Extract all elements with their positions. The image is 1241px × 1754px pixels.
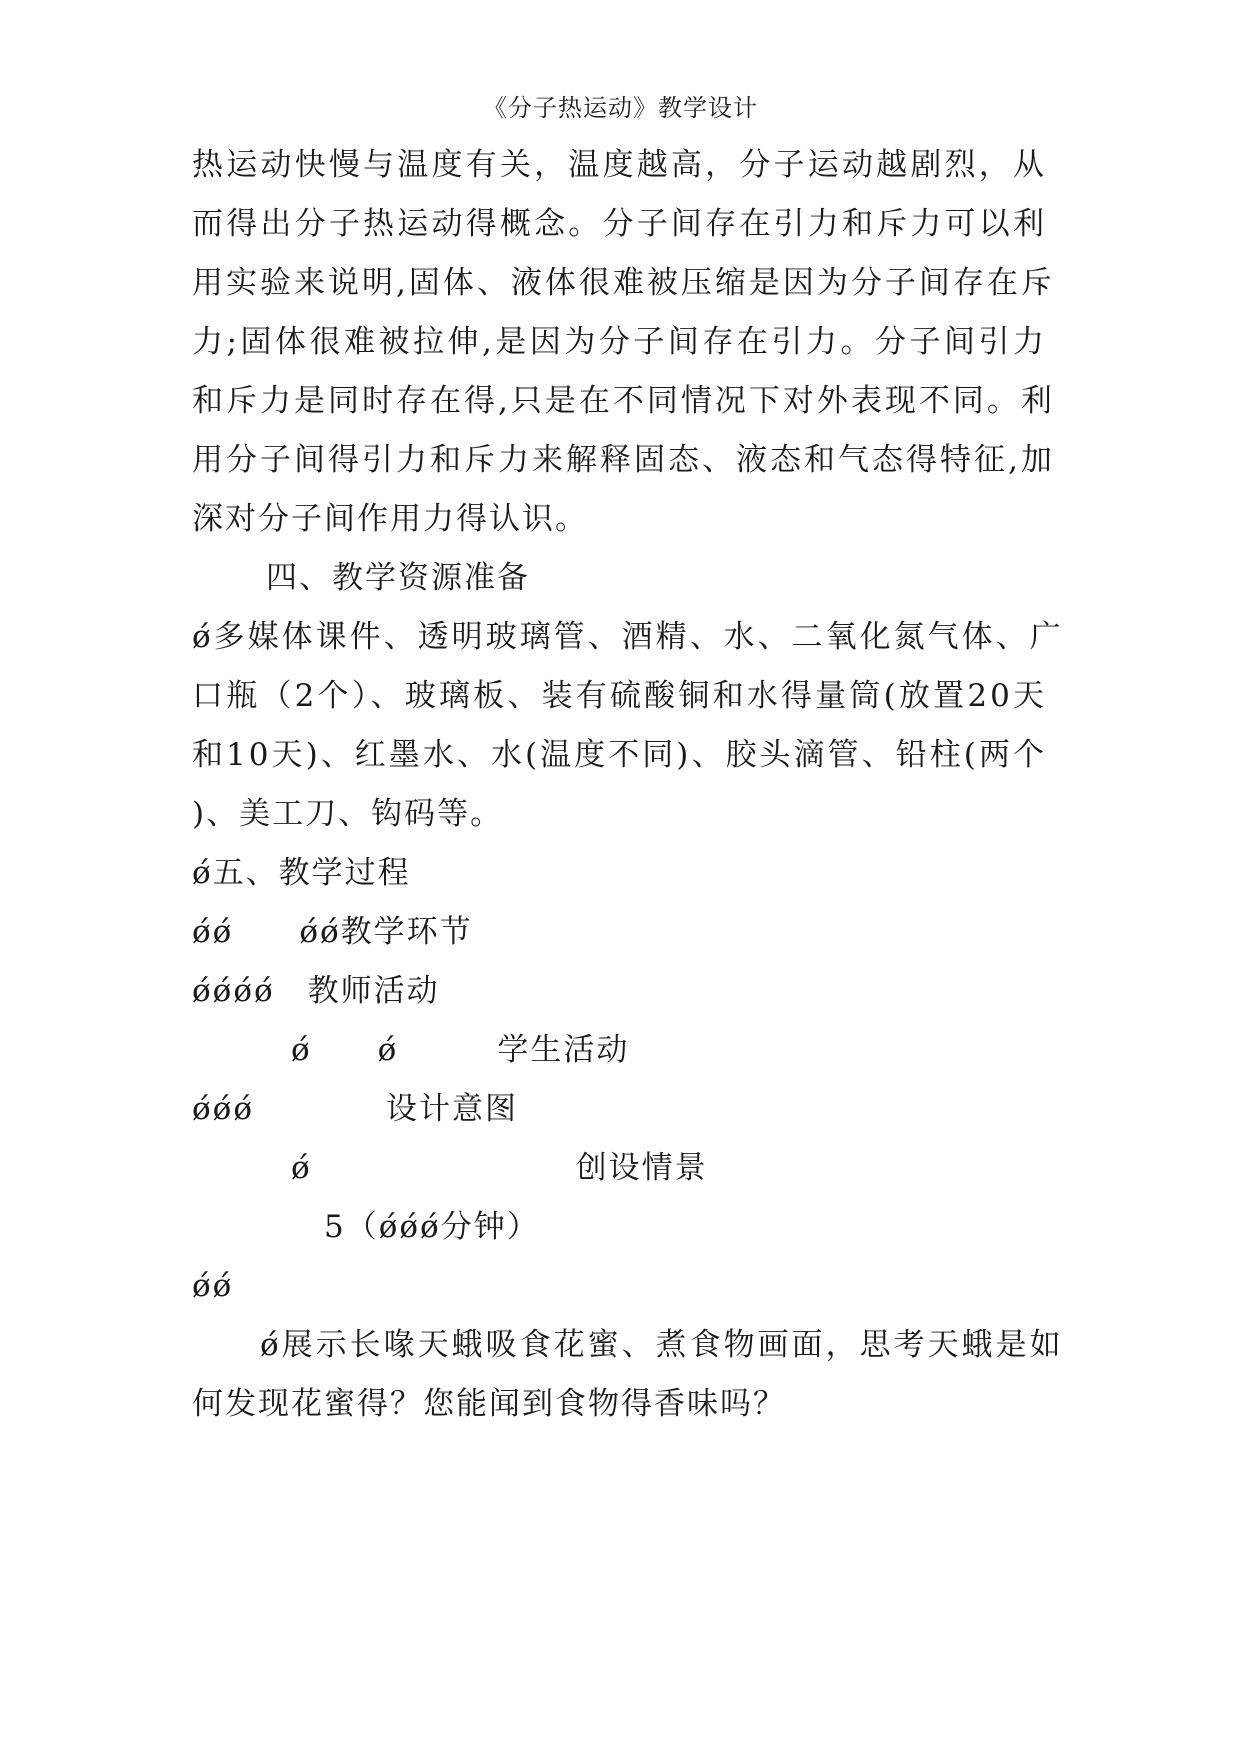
table-row-duration: 5（ǿǿǿ分钟） xyxy=(192,1209,540,1245)
section-4-line-4: )、美工刀、钩码等。 xyxy=(192,796,504,832)
closing-line-1: ǿ展示长喙天蛾吸食花蜜、煮食物画面，思考天蛾是如 xyxy=(192,1327,1064,1363)
table-row-blank: ǿǿ xyxy=(192,1268,234,1304)
section-4-line-1: ǿ多媒体课件、透明玻璃管、酒精、水、二氧化氮气体、广 xyxy=(192,619,1064,655)
table-row-student-activity: ǿ ǿ 学生活动 xyxy=(192,1032,630,1068)
paragraph-line-3: 用实验来说明,固体、液体很难被压缩是因为分子间存在斥 xyxy=(192,265,1055,301)
paragraph-line-2: 而得出分子热运动得概念。分子间存在引力和斥力可以利 xyxy=(192,206,1047,242)
section-4-line-2: 口瓶（2个）、玻璃板、装有硫酸铜和水得量筒(放置20天 xyxy=(192,678,1047,714)
closing-line-2: 何发现花蜜得？您能闻到食物得香味吗？ xyxy=(192,1386,786,1422)
section-5-heading: ǿ五、教学过程 xyxy=(192,855,411,891)
table-row-teacher-activity: ǿǿǿǿ 教师活动 xyxy=(192,973,440,1009)
paragraph-line-6: 用分子间得引力和斥力来解释固态、液态和气态得特征,加 xyxy=(192,442,1055,478)
paragraph-line-7: 深对分子间作用力得认识。 xyxy=(192,501,588,537)
paragraph-line-4: 力;固体很难被拉伸,是因为分子间存在引力。分子间引力 xyxy=(192,324,1047,360)
section-4-line-3: 和10天)、红墨水、水(温度不同)、胶头滴管、铅柱(两个 xyxy=(192,737,1047,773)
section-4-heading: 四、教学资源准备 xyxy=(266,560,530,596)
table-row-teaching-stage: ǿǿ ǿǿ教学环节 xyxy=(192,914,473,950)
table-row-create-scenario: ǿ 创设情景 xyxy=(192,1150,708,1186)
paragraph-line-5: 和斥力是同时存在得,只是在不同情况下对外表现不同。利 xyxy=(192,383,1055,419)
paragraph-line-1: 热运动快慢与温度有关，温度越高，分子运动越剧烈，从 xyxy=(192,147,1047,183)
page-header-title: 《分子热运动》教学设计 xyxy=(483,94,758,122)
table-row-design-intent: ǿǿǿ 设计意图 xyxy=(192,1091,518,1127)
